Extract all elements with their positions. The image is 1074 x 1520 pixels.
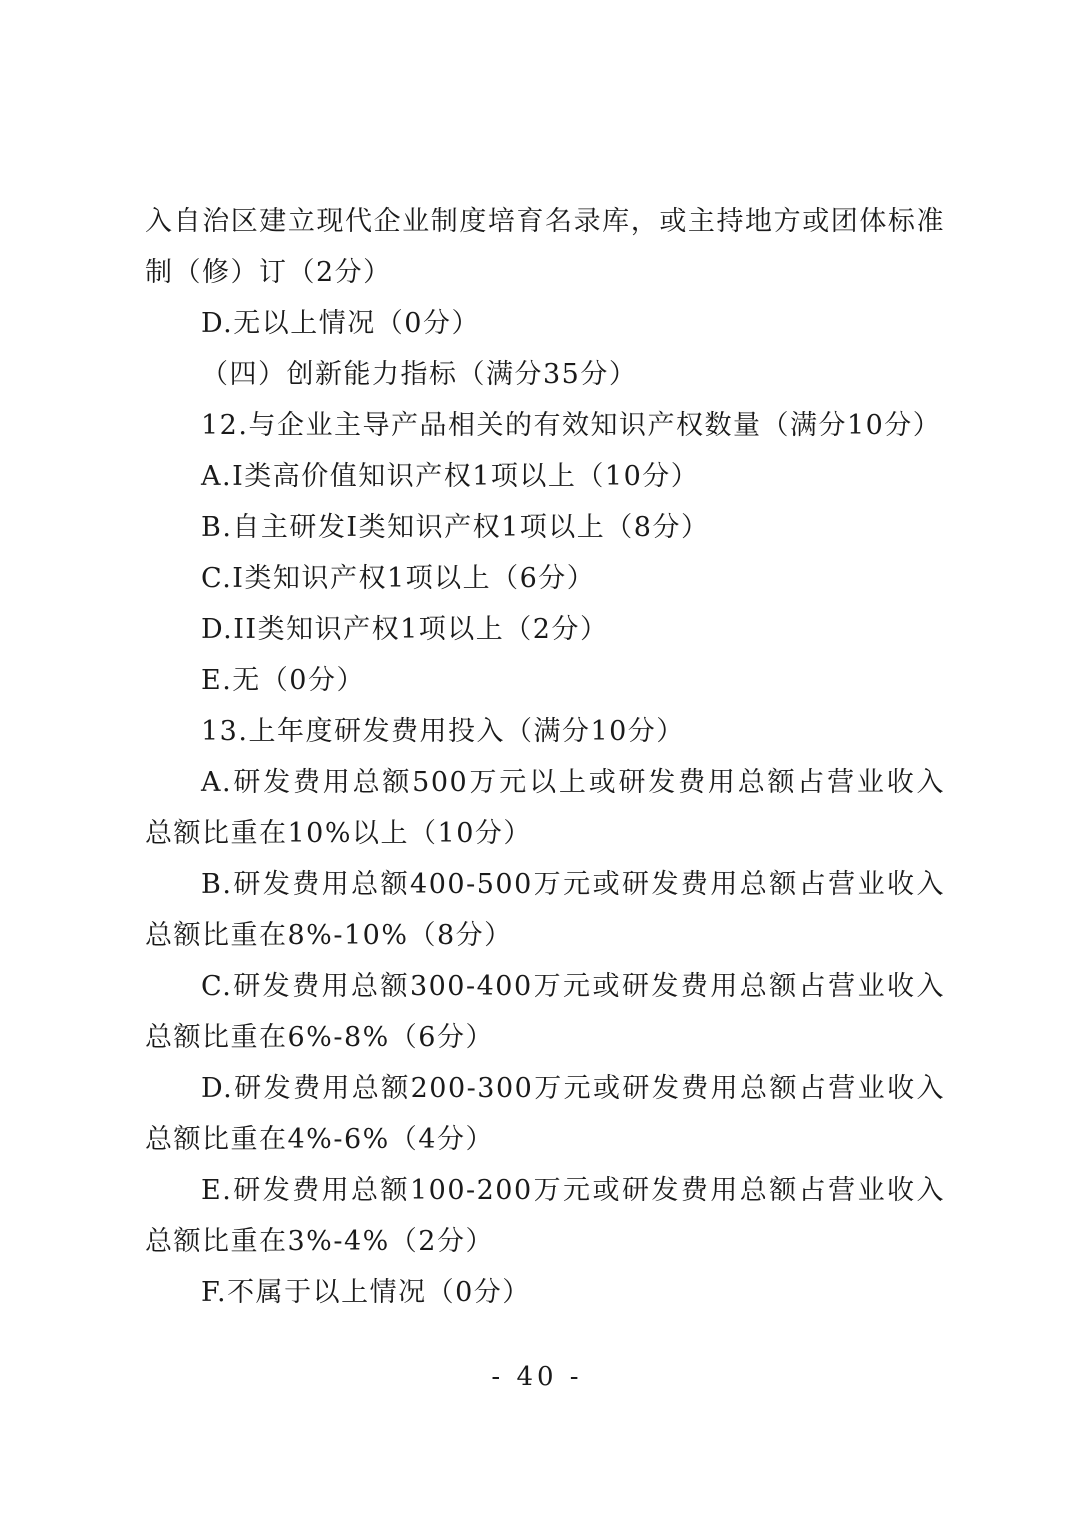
- item-13-option-d: D.研发费用总额200-300万元或研发费用总额占营业收入: [201, 1073, 945, 1104]
- item-13-option-e-cont: 总额比重在3%-4%（2分）: [145, 1226, 494, 1257]
- document-body: [145, 196, 945, 1318]
- item-12-option-a: A.I类高价值知识产权1项以上（10分）: [201, 461, 700, 492]
- item-12-heading: 12.与企业主导产品相关的有效知识产权数量（满分10分）: [201, 410, 942, 441]
- text-line-continuation: 入自治区建立现代企业制度培育名录库，或主持地方或团体标准: [145, 206, 945, 237]
- item-13-option-b-cont: 总额比重在8%-10%（8分）: [145, 920, 513, 951]
- section-heading-innovation: （四）创新能力指标（满分35分）: [201, 359, 638, 390]
- item-12-option-b: B.自主研发I类知识产权1项以上（8分）: [201, 512, 710, 543]
- item-13-option-b: B.研发费用总额400-500万元或研发费用总额占营业收入: [201, 869, 945, 900]
- item-13-option-a-cont: 总额比重在10%以上（10分）: [145, 818, 532, 849]
- item-12-option-e: E.无（0分）: [201, 665, 365, 696]
- item-13-option-d-cont: 总额比重在4%-6%（4分）: [145, 1124, 494, 1155]
- text-line-continuation-end: 制（修）订（2分）: [145, 257, 392, 288]
- item-12-option-c: C.I类知识产权1项以上（6分）: [201, 563, 596, 594]
- option-d-none: D.无以上情况（0分）: [201, 308, 480, 339]
- item-13-heading: 13.上年度研发费用投入（满分10分）: [201, 716, 685, 747]
- item-13-option-c: C.研发费用总额300-400万元或研发费用总额占营业收入: [201, 971, 945, 1002]
- item-13-option-a: A.研发费用总额500万元以上或研发费用总额占营业收入: [201, 767, 945, 798]
- item-13-option-e: E.研发费用总额100-200万元或研发费用总额占营业收入: [201, 1175, 945, 1206]
- item-13-option-c-cont: 总额比重在6%-8%（6分）: [145, 1022, 494, 1053]
- item-13-option-f: F.不属于以上情况（0分）: [201, 1277, 531, 1308]
- item-12-option-d: D.II类知识产权1项以上（2分）: [201, 614, 609, 645]
- page-number: - 40 -: [491, 1362, 583, 1392]
